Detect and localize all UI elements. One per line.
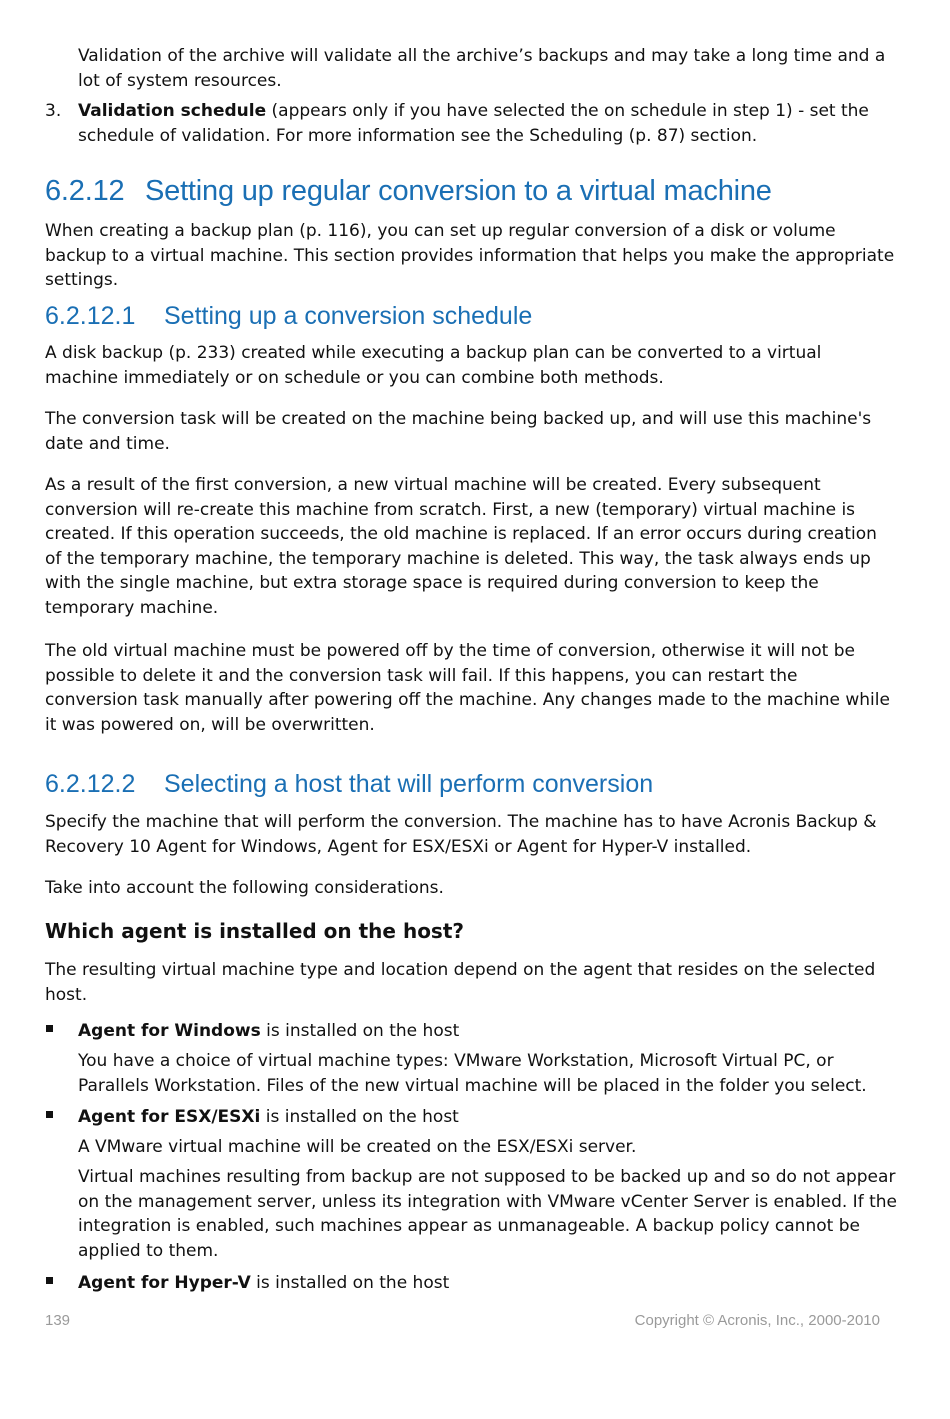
- sub2-paragraph-2: Take into account the following considerations.: [45, 878, 444, 898]
- bullet-1-text: is installed on the host: [260, 1021, 460, 1041]
- validation-note: Validation of the archive will validate all the archive’s backups and may take a long time and a lot of system resources.: [78, 46, 886, 91]
- section-intro: When creating a backup plan (p. 116), you can set up regular conversion of a disk or volume backup to a virtual machine. This section provides information that helps you make the appropriate settings.: [45, 221, 895, 291]
- agent-question-text: The resulting virtual machine type and location depend on the agent that resides on the selected host.: [45, 960, 876, 1005]
- sub1-paragraph-2: The conversion task will be created on the machine being backed up, and will use this machine's date and time.: [45, 409, 872, 454]
- bullet-agent-windows: [78, 1019, 898, 1044]
- sub1-paragraph-4: The old virtual machine must be powered off by the time of conversion, otherwise it will not be possible to delete it and the conversion task will fail. If this happens, you can restart the conversion task manually after powering off the machine. Any changes made to the machine while it was powered on, will be overwritten.: [45, 641, 890, 735]
- bullet-2-text: is installed on the host: [260, 1107, 459, 1127]
- step-3-paragraph: [78, 99, 898, 148]
- subsection-2-number: 6.2.12.2: [45, 770, 136, 798]
- page-number: 139: [45, 1312, 71, 1329]
- subsection-1-number: 6.2.12.1: [45, 302, 136, 330]
- bullet-square-icon: [46, 1277, 53, 1284]
- bullet-3-text: is installed on the host: [250, 1273, 450, 1293]
- bullet-1-bold: Agent for Windows: [78, 1021, 261, 1041]
- section-heading: [45, 175, 772, 208]
- bullet-3-bold: Agent for Hyper-V: [78, 1273, 251, 1293]
- agent-question-heading: Which agent is installed on the host?: [45, 919, 464, 943]
- bullet-agent-hyperv: [78, 1271, 898, 1296]
- bullet-2-bold: Agent for ESX/ESXi: [78, 1107, 261, 1127]
- subsection-1-title: Setting up a conversion schedule: [164, 302, 533, 330]
- bullet-1-detail-1: You have a choice of virtual machine types: VMware Workstation, Microsoft Virtual PC, or Parallels Workstation. Files of the new virtual machine will be placed in the folder you select.: [78, 1051, 867, 1096]
- section-number: 6.2.12: [45, 175, 125, 207]
- copyright: Copyright © Acronis, Inc., 2000-2010: [634, 1312, 880, 1329]
- subsection-2-title: Selecting a host that will perform conversion: [164, 770, 654, 798]
- step-3-text: (appears only if you have selected the on schedule in step 1) - set the schedule of validation. For more information see the Scheduling (p. 87) section.: [78, 101, 869, 146]
- bullet-square-icon: [46, 1025, 53, 1032]
- sub2-paragraph-1: Specify the machine that will perform the conversion. The machine has to have Acronis Backup & Recovery 10 Agent for Windows, Agent for ESX/ESXi or Agent for Hyper-V installed.: [45, 812, 877, 857]
- bullet-2-detail-1: A VMware virtual machine will be created on the ESX/ESXi server.: [78, 1137, 637, 1157]
- section-title: Setting up regular conversion to a virtual machine: [145, 175, 772, 207]
- bullet-2-detail-2: Virtual machines resulting from backup are not supposed to be backed up and so do not appear on the management server, unless its integration with VMware vCenter Server is enabled. If the integration is enabled, such machines appear as unmanageable. A backup policy cannot be applied to them.: [78, 1167, 897, 1261]
- bullet-agent-esx: [78, 1105, 898, 1130]
- step-number: 3.: [45, 101, 62, 121]
- sub1-paragraph-1: A disk backup (p. 233) created while executing a backup plan can be converted to a virtual machine immediately or on schedule or you can combine both methods.: [45, 343, 822, 388]
- bullet-square-icon: [46, 1111, 53, 1118]
- subsection-1-heading: [45, 302, 532, 331]
- subsection-2-heading: [45, 770, 653, 799]
- sub1-paragraph-3: As a result of the first conversion, a new virtual machine will be created. Every subsequent conversion will re-create this machine from scratch. First, a new (temporary) virtual machine is created. If this operation succeeds, the old machine is replaced. If an error occurs during creation of the temporary machine, the temporary machine is deleted. This way, the task always ends up with the single machine, but extra storage space is required during conversion to keep the temporary machine.: [45, 475, 877, 618]
- step-3-bold: Validation schedule: [78, 101, 267, 121]
